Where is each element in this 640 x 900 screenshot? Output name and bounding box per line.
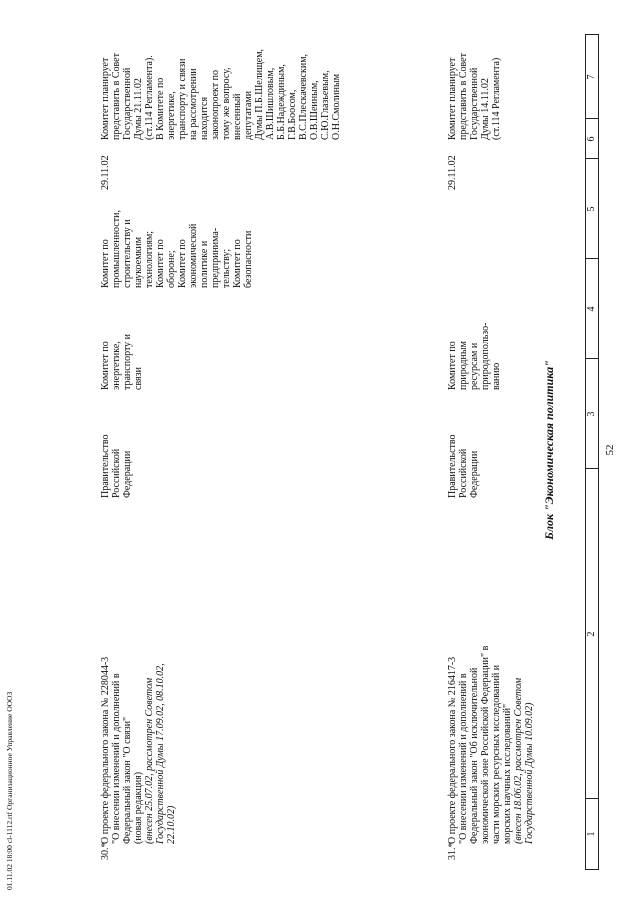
page-number: 52: [604, 444, 616, 456]
row-31-responsible-line: ресурсам и: [469, 342, 480, 390]
row-30-co-executor-line: технологиям;: [144, 230, 155, 288]
row-30-responsible-line: транспорту и: [122, 333, 133, 390]
row-30-notes-line: В Комитете по: [155, 77, 166, 140]
row-30-co-executor-line: тельству;: [221, 248, 232, 288]
row-31-bill-line: О проекте федерального закона № 216417-3: [447, 656, 458, 844]
row-30-initiator: [100, 434, 133, 498]
row-31-notes-line: представить в Совет: [458, 53, 469, 140]
row-31-initiator-line: Правительство: [447, 434, 458, 498]
row-30-co-executor-line: экономической: [188, 223, 199, 288]
row-31-notes-line: Комитет планирует: [447, 57, 458, 140]
column-number-6: 6: [586, 118, 598, 159]
row-30-bill-note-line: Государственной Думы 17.09.02, 08.10.02,: [155, 663, 166, 844]
row-31-initiator-line: Федерации: [469, 450, 480, 498]
column-number-3: 3: [586, 358, 598, 469]
row-30-co-executor-line: безопасности: [243, 230, 254, 288]
column-number-7: 7: [586, 74, 597, 80]
row-31-bill-line: "О внесении изменений и дополнений в: [458, 673, 469, 844]
row-31-bill-line: Федеральный закон "Об исключительной: [469, 667, 480, 844]
row-31-notes-line: Государственной: [469, 67, 480, 140]
row-31-bill-line: морских научных исследований": [502, 703, 513, 844]
row-30-notes-line: В.С.Плескачевским,: [298, 53, 309, 140]
row-31-responsible-line: ванию: [491, 362, 502, 390]
row-30-notes-line: С.Ю.Глазьевым,: [320, 70, 331, 140]
row-30-bill-line: О проекте федерального закона № 228044-3: [100, 656, 111, 844]
column-number-5: 5: [586, 158, 598, 259]
row-31-bill: [447, 646, 535, 844]
row-30-co-executor-line: Комитет по: [232, 239, 243, 288]
row-30-notes-line: Комитет планирует: [100, 57, 111, 140]
row-31-responsible-committee: [447, 323, 502, 391]
row-30-co-executor-line: Комитет по: [155, 239, 166, 288]
column-number-1: 1: [586, 798, 598, 869]
row-31-number: 31.*: [447, 842, 458, 860]
row-31-notes: [447, 53, 502, 140]
row-30-notes-line: законопроект по: [210, 70, 221, 140]
row-30-notes-line: Государственной: [122, 67, 133, 140]
row-31-bill-line: экономической зоне Российской Федерации" в: [480, 645, 491, 844]
row-30-bill-line: Федеральный закон "О связи": [122, 716, 133, 844]
row-30-notes-line: А.В.Шишловым,: [265, 67, 276, 140]
column-number-4: 4: [586, 258, 598, 359]
row-30-bill-line: (новая редакция): [133, 771, 144, 844]
column-number-header: [585, 34, 599, 870]
row-30-initiator-line: Российской: [111, 448, 122, 498]
row-31-responsible-line: Комитет по: [447, 341, 458, 390]
footer-text: 01.11.02 18:00 cl-1112.rtf Организационное Управление ООО3: [5, 691, 14, 890]
row-30-co-executor-line: политике и: [199, 240, 210, 288]
row-30-bill-note-line: 22.10.02): [166, 805, 177, 844]
row-30-notes-line: представить в Совет: [111, 53, 122, 140]
row-30-initiator-line: Федерации: [122, 450, 133, 498]
row-31-initiator: [447, 434, 480, 498]
row-31-responsible-line: природопользо-: [480, 322, 491, 390]
row-30-co-executor-line: обороне;: [166, 250, 177, 288]
row-30-notes-line: транспорту и связи: [177, 58, 188, 140]
row-30-number: 30.*: [100, 842, 111, 860]
row-30-notes-line: Г.В.Боосом,: [287, 89, 298, 140]
row-30-responsible-committee: [100, 334, 144, 390]
row-30-notes-line: Думы П.Б.Шелищем,: [254, 48, 265, 140]
row-31-initiator-line: Российской: [458, 448, 469, 498]
row-30-bill: [100, 657, 177, 844]
row-31-date: 29.11.02: [447, 155, 458, 190]
row-30-co-executors: [100, 210, 254, 288]
row-30-notes-line: депутатами: [243, 90, 254, 140]
row-30-co-executor-line: строительству и: [122, 219, 133, 288]
block-title: Блок "Экономическая политика": [542, 360, 556, 540]
row-30-notes: [100, 49, 342, 140]
row-31-responsible-line: природным: [458, 341, 469, 390]
row-30-notes-line: О.Н.Смолиным: [331, 73, 342, 140]
row-30-bill-line: "О внесении изменений и дополнений в: [111, 673, 122, 844]
row-30-responsible-line: связи: [133, 367, 144, 390]
row-31-bill-note-line: (внесен 18.06.02, рассмотрен Советом: [513, 677, 524, 844]
row-30-notes-line: на рассмотрении: [188, 68, 199, 140]
row-30-notes-line: энергетике,: [166, 91, 177, 140]
row-30-co-executor-line: Комитет по: [100, 239, 111, 288]
row-30-initiator-line: Правительство: [100, 434, 111, 498]
column-number-2: 2: [586, 468, 598, 799]
row-30-co-executor-line: наукоемким: [133, 236, 144, 288]
row-31-notes-line: Думы 14.11.02: [480, 78, 491, 140]
row-30-co-executor-line: предпринима-: [210, 227, 221, 288]
row-31-bill-note-line: Государственной Думы 10.09.02): [524, 702, 535, 844]
row-30-notes-line: внесенный: [232, 93, 243, 140]
row-30-notes-line: тому же вопросу,: [221, 67, 232, 140]
row-30-notes-line: (ст.114 Регламента).: [144, 55, 155, 140]
row-30-co-executor-line: промышленности,: [111, 210, 122, 288]
row-30-responsible-line: энергетике,: [111, 341, 122, 390]
row-30-date: 29.11.02: [100, 155, 111, 190]
row-30-notes-line: находится: [199, 96, 210, 140]
row-30-responsible-line: Комитет по: [100, 341, 111, 390]
row-30-co-executor-line: Комитет по: [177, 239, 188, 288]
row-31-bill-line: части морских ресурсных исследований и: [491, 664, 502, 844]
row-30-notes-line: О.В.Шеиным,: [309, 80, 320, 140]
row-30-notes-line: Б.Б.Надеждиным,: [276, 64, 287, 140]
row-31-notes-line: (ст.114 Регламента): [491, 57, 502, 140]
row-30-bill-note-line: (внесен 25.07.02, рассмотрен Советом: [144, 677, 155, 844]
row-30-notes-line: Думы 21.11.02: [133, 78, 144, 140]
